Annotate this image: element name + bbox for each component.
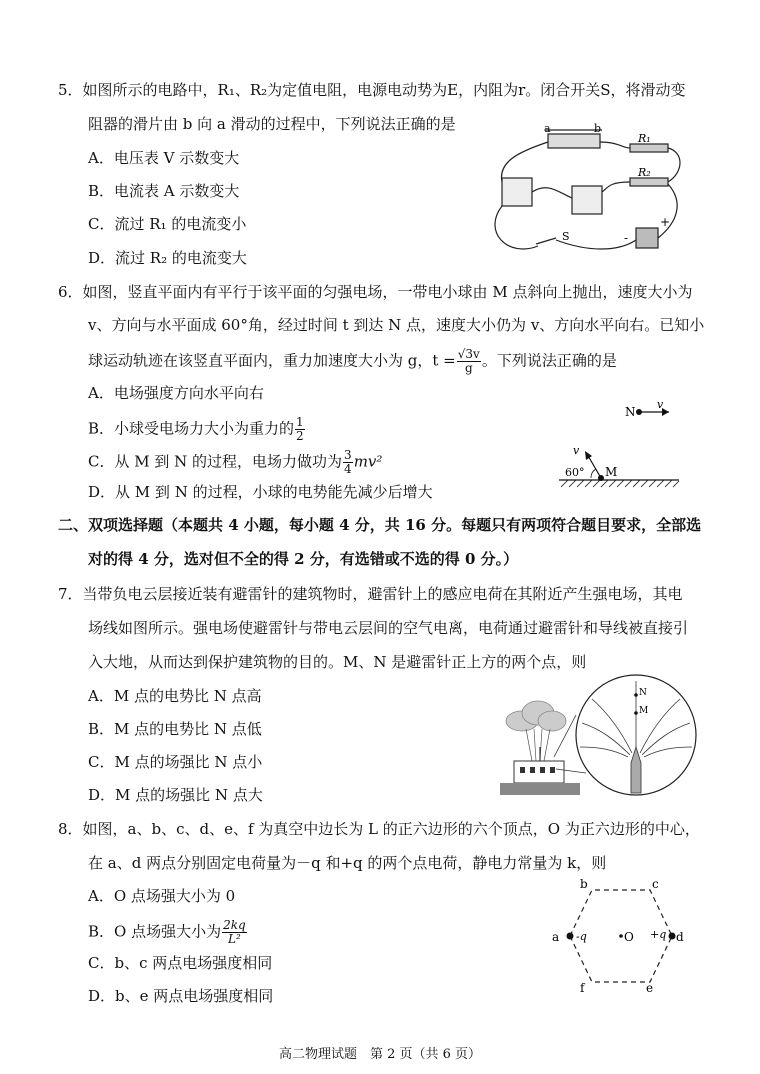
- point-n-dot: [634, 693, 638, 697]
- q5-fig-minus: -: [624, 231, 629, 245]
- q6-frac-den: g: [464, 361, 473, 375]
- q6-option-c-fraction: [343, 449, 353, 476]
- q5-fig-b: b: [594, 122, 602, 135]
- q6-fig-m: M: [605, 465, 618, 479]
- q8-option-c: C．b、c 两点电场强度相同: [88, 954, 273, 972]
- q6-option-c-num: 3: [344, 448, 352, 462]
- q8-option-b-den: L²: [228, 932, 241, 946]
- q8-stem-line2: 在 a、d 两点分别固定电荷量为－q 和+q 的两个点电荷，静电力常量为 k，则: [88, 854, 607, 872]
- q6-time-fraction: [457, 348, 481, 375]
- q6-option-b: [88, 416, 306, 443]
- q6-option-b-fraction: [295, 416, 305, 443]
- q6-option-b-num: 1: [296, 415, 304, 429]
- q8-fig-plus-q: +q: [650, 928, 667, 941]
- q6-stem-line3b: 。下列说法正确的是: [481, 351, 617, 370]
- charge-minus-q-dot: [567, 933, 574, 940]
- q5-fig-r1: R₁: [638, 132, 651, 145]
- ground-icon: [500, 783, 580, 795]
- q6-option-c-text: C．从 M 到 N 的过程，电场力做功为: [88, 452, 343, 471]
- q7-stem-line2: 场线如图所示。强电场使避雷针与带电云层间的空气电离，电荷通过避雷针和导线被直接引: [88, 619, 689, 637]
- q8-stem-line1: 8．如图，a、b、c、d、e、f 为真空中边长为 L 的正六边形的六个顶点，O 为正六边形的中心，: [58, 820, 700, 838]
- section2-heading-line1: 二、双项选择题（本题共 4 小题，每小题 4 分，共 16 分。每题只有两项符合题目要求，全部选: [58, 516, 702, 534]
- q8-fig-e: e: [646, 981, 654, 994]
- charge-plus-q-dot: [669, 933, 676, 940]
- q8-fig-f: f: [580, 981, 585, 994]
- voltmeter-icon: [502, 178, 532, 206]
- q6-option-b-den: 2: [296, 429, 304, 443]
- q8-option-b: [88, 919, 248, 946]
- q8-fig-c: c: [652, 878, 659, 891]
- q6-option-d: D．从 M 到 N 的过程，小球的电势能先减少后增大: [88, 483, 433, 501]
- q5-fig-a: a: [544, 122, 551, 135]
- ammeter-icon: [572, 186, 602, 214]
- q8-hexagon-figure: [540, 878, 700, 994]
- resistor-r2-icon: [630, 178, 668, 186]
- q8-fig-minus-q: -q: [576, 930, 587, 943]
- q6-stem-line1: 6．如图，竖直平面内有平行于该平面的匀强电场，一带电小球由 M 点斜向上抛出，速度大小为: [58, 283, 693, 301]
- q5-fig-plus: +: [660, 215, 671, 229]
- resistor-r1-icon: [630, 144, 668, 152]
- q6-fig-angle: 60°: [565, 466, 585, 479]
- q7-stem-line1: 7．当带负电云层接近装有避雷针的建筑物时，避雷针上的感应电荷在其附近产生强电场，其电: [58, 585, 683, 603]
- q6-stem-line3a: 球运动轨迹在该竖直平面内，重力加速度大小为 g，t =: [88, 351, 456, 370]
- cloud-icon: [506, 701, 566, 731]
- q8-option-d: D．b、e 两点电场强度相同: [88, 987, 274, 1005]
- q6-option-c-post: mv²: [353, 452, 383, 471]
- q5-fig-s: S: [562, 230, 570, 243]
- q5-option-a: A．电压表 V 示数变大: [88, 149, 240, 167]
- q8-option-a: A．O 点场强大小为 0: [88, 887, 236, 905]
- q8-fig-d: d: [676, 930, 684, 944]
- q6-frac-num: √3v: [457, 347, 480, 361]
- q7-stem-line3: 入大地，从而达到保护建筑物的目的。M、N 是避雷针正上方的两个点，则: [88, 653, 587, 671]
- q6-fig-v-top: v: [657, 398, 664, 411]
- switch-icon: [536, 238, 556, 244]
- q7-fig-n: N: [639, 688, 647, 698]
- q7-lightning-rod-figure: [496, 673, 706, 803]
- q8-option-b-num: 2kq: [223, 918, 246, 932]
- q7-option-b: B．M 点的电势比 N 点低: [88, 720, 262, 738]
- q6-fig-v-side: v: [573, 444, 580, 457]
- q8-option-b-fraction: [222, 919, 247, 946]
- q7-option-d: D．M 点的场强比 N 点大: [88, 786, 263, 804]
- page-footer: 高二物理试题 第 2 页（共 6 页）: [278, 1047, 482, 1062]
- q5-option-c: C．流过 R₁ 的电流变小: [88, 215, 247, 233]
- q8-fig-b: b: [580, 878, 588, 891]
- q6-stem-line2: v、方向与水平面成 60°角，经过时间 t 到达 N 点，速度大小仍为 v、方向水平向右。已知小: [88, 316, 705, 334]
- q6-option-b-text: B．小球受电场力大小为重力的: [88, 419, 295, 438]
- q6-motion-figure: [555, 398, 685, 490]
- q8-option-b-text: B．O 点场强大小为: [88, 922, 222, 941]
- q5-stem-line1: 5．如图所示的电路中，R₁、R₂为定值电阻，电源电动势为E，内阻为r。闭合开关S，将滑动变: [58, 81, 686, 99]
- center-o-dot: [619, 934, 623, 938]
- q8-fig-a: a: [552, 930, 560, 944]
- q8-fig-o: O: [624, 930, 634, 944]
- q6-stem-line3: [88, 348, 617, 375]
- q7-option-a: A．M 点的电势比 N 点高: [88, 687, 262, 705]
- q5-stem-line2: 阻器的滑片由 b 向 a 滑动的过程中，下列说法正确的是: [88, 115, 456, 133]
- q6-option-c: [88, 449, 382, 476]
- q6-fig-n: N: [625, 405, 636, 419]
- rheostat-icon: [548, 134, 600, 148]
- q5-option-d: D．流过 R₂ 的电流变大: [88, 249, 247, 267]
- q5-circuit-figure: [478, 122, 690, 262]
- q5-option-b: B．电流表 A 示数变大: [88, 182, 240, 200]
- section2-heading-line2: 对的得 4 分，选对但不全的得 2 分，有选错或不选的得 0 分。）: [88, 550, 519, 568]
- q6-option-c-den: 4: [344, 462, 352, 476]
- q6-option-a: A．电场强度方向水平向右: [88, 384, 264, 402]
- q5-fig-r2: R₂: [638, 166, 651, 179]
- q7-option-c: C．M 点的场强比 N 点小: [88, 753, 263, 771]
- point-m-dot: [634, 711, 638, 715]
- q7-fig-m: M: [639, 706, 649, 716]
- battery-icon: [636, 228, 658, 248]
